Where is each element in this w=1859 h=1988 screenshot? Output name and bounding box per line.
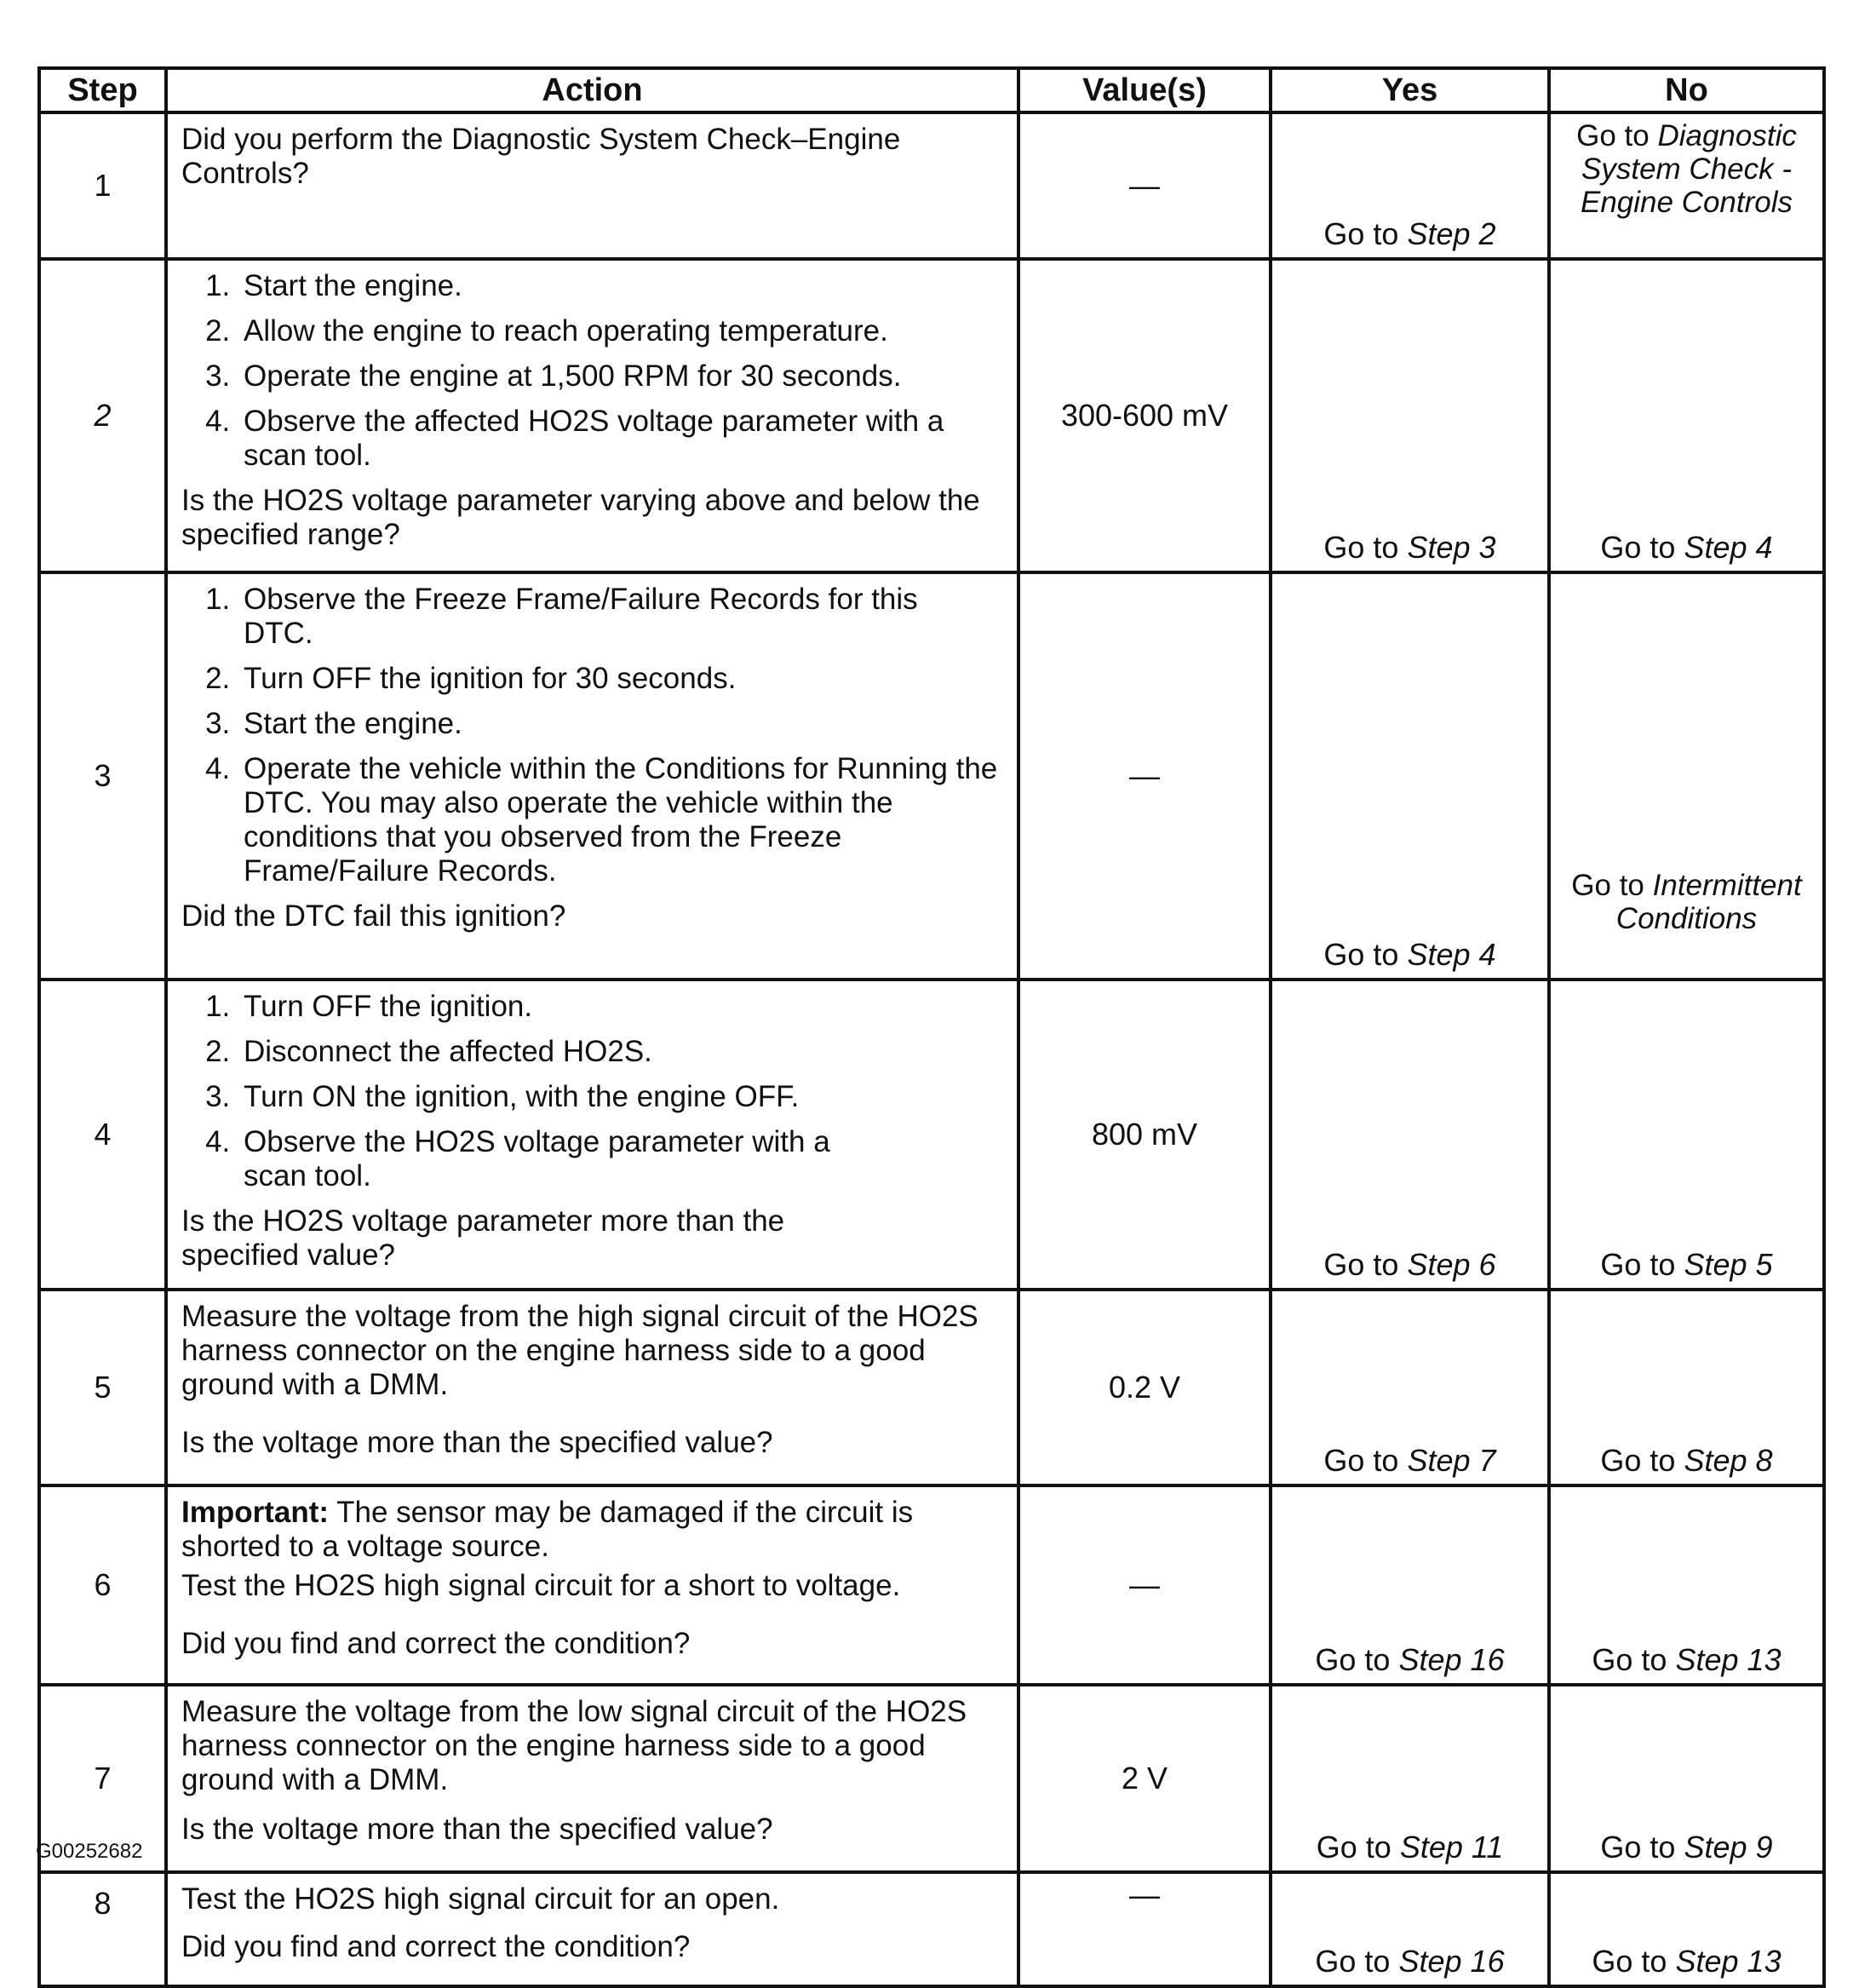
go-to-prefix: Go to xyxy=(1592,1642,1667,1677)
go-to-prefix: Go to xyxy=(1600,1247,1676,1282)
action-question: Is the voltage more than the specified value? xyxy=(181,1813,773,1846)
action-cell xyxy=(166,572,1018,980)
header-values: Value(s) xyxy=(1018,68,1271,112)
go-to-prefix: Go to xyxy=(1323,1247,1399,1282)
action-step: 3. Start the engine. xyxy=(238,707,1005,741)
yes-target-link[interactable]: Step 16 xyxy=(1398,1642,1505,1677)
step-number: 3 xyxy=(39,572,166,980)
action-step: 4. Observe the affected HO2S voltage parameter with a scan tool. xyxy=(238,405,1005,473)
value-cell: — xyxy=(1018,572,1271,980)
figure-id: G00252682 xyxy=(36,1840,143,1863)
action-question: Did the DTC fail this ignition? xyxy=(181,899,566,933)
yes-target-link[interactable]: Step 16 xyxy=(1398,1944,1505,1979)
value-cell: 800 mV xyxy=(1018,980,1271,1290)
step-row-1 xyxy=(39,112,1824,259)
step-number: 8 xyxy=(39,1872,166,1986)
yes-target-link[interactable]: Step 11 xyxy=(1399,1830,1504,1864)
action-steps-list xyxy=(181,990,1005,1193)
action-question: Is the voltage more than the specified value? xyxy=(181,1426,773,1459)
step-row-6 xyxy=(39,1485,1824,1685)
action-step: 2. Disconnect the affected HO2S. xyxy=(238,1035,1005,1069)
step-row-2 xyxy=(39,259,1824,572)
value-cell: — xyxy=(1018,112,1271,259)
no-target-link[interactable]: Step 13 xyxy=(1675,1944,1782,1979)
go-to-prefix: Go to xyxy=(1315,1944,1391,1979)
important-label: Important: xyxy=(181,1496,330,1529)
action-step: 4. Observe the HO2S voltage parameter with a scan tool. xyxy=(238,1125,1005,1193)
no-cell xyxy=(1549,980,1824,1290)
value-cell: — xyxy=(1018,1872,1271,1986)
action-step: 3. Turn ON the ignition, with the engine OFF. xyxy=(238,1080,1005,1114)
no-cell xyxy=(1549,1485,1824,1685)
action-text: Test the HO2S high signal circuit for a short to voltage. xyxy=(181,1569,901,1602)
header-step: Step xyxy=(39,68,166,112)
step-row-3 xyxy=(39,572,1824,980)
value-cell: — xyxy=(1018,1485,1271,1685)
action-question: Is the HO2S voltage parameter varying above and below the specified range? xyxy=(181,484,980,551)
go-to-prefix: Go to xyxy=(1316,1830,1391,1864)
go-to-prefix: Go to xyxy=(1323,1443,1399,1478)
action-step: 2. Allow the engine to reach operating temperature. xyxy=(238,314,1005,348)
no-target-link[interactable]: Diagnostic System Check - Engine Controls xyxy=(1580,119,1797,219)
action-question: Did you find and correct the condition? xyxy=(181,1930,691,1963)
go-to-prefix: Go to xyxy=(1600,1830,1676,1864)
action-text: Measure the voltage from the high signal circuit of the HO2S harness connector on the engine harness side to a good ground with a DMM. xyxy=(181,1300,978,1401)
value-cell: 0.2 V xyxy=(1018,1290,1271,1485)
yes-target-link[interactable]: Step 4 xyxy=(1407,937,1496,972)
yes-cell xyxy=(1271,259,1549,572)
important-text: The sensor may be damaged if the circuit is shorted to a voltage source. xyxy=(181,1496,914,1563)
yes-cell xyxy=(1271,1290,1549,1485)
value-cell: 2 V xyxy=(1018,1685,1271,1872)
yes-cell xyxy=(1271,1485,1549,1685)
step-number: 7 xyxy=(39,1685,166,1872)
yes-cell xyxy=(1271,112,1549,259)
no-cell xyxy=(1549,1290,1824,1485)
action-text: Measure the voltage from the low signal circuit of the HO2S harness connector on the engine harness side to a good ground with a DMM. xyxy=(181,1695,967,1796)
no-target-link[interactable]: Step 5 xyxy=(1684,1247,1773,1282)
go-to-prefix: Go to xyxy=(1592,1944,1667,1979)
no-target-link[interactable]: Step 9 xyxy=(1684,1830,1773,1864)
go-to-prefix: Go to xyxy=(1323,937,1399,972)
action-cell xyxy=(166,980,1018,1290)
header-yes: Yes xyxy=(1271,68,1549,112)
action-step: 1. Observe the Freeze Frame/Failure Records for this DTC. xyxy=(238,583,1005,651)
step-row-7 xyxy=(39,1685,1824,1872)
yes-target-link[interactable]: Step 6 xyxy=(1407,1247,1496,1282)
yes-cell xyxy=(1271,1872,1549,1986)
go-to-prefix: Go to xyxy=(1323,530,1399,565)
action-question: Did you perform the Diagnostic System Check–Engine Controls? xyxy=(181,123,901,190)
header-row xyxy=(39,68,1824,112)
action-step: 3. Operate the engine at 1,500 RPM for 30 seconds. xyxy=(238,359,1005,394)
action-cell xyxy=(166,112,1018,259)
no-cell xyxy=(1549,259,1824,572)
no-cell xyxy=(1549,112,1824,259)
action-question: Did you find and correct the condition? xyxy=(181,1627,691,1660)
yes-cell xyxy=(1271,1685,1549,1872)
yes-target-link[interactable]: Step 2 xyxy=(1407,216,1496,251)
action-question: Is the HO2S voltage parameter more than the specified value? xyxy=(181,1204,785,1272)
no-target-link[interactable]: Intermittent Conditions xyxy=(1615,869,1802,935)
step-row-8 xyxy=(39,1872,1824,1986)
step-number: 6 xyxy=(39,1485,166,1685)
no-cell xyxy=(1549,572,1824,980)
important-note xyxy=(181,1496,1005,1564)
go-to-prefix: Go to xyxy=(1315,1642,1391,1677)
step-row-5 xyxy=(39,1290,1824,1485)
step-number: 4 xyxy=(39,980,166,1290)
action-cell xyxy=(166,1685,1018,1872)
go-to-prefix: Go to xyxy=(1600,530,1676,565)
step-row-4 xyxy=(39,980,1824,1290)
step-number: 5 xyxy=(39,1290,166,1485)
action-cell xyxy=(166,1872,1018,1986)
action-text: Test the HO2S high signal circuit for an open. xyxy=(181,1882,780,1916)
no-target-link[interactable]: Step 13 xyxy=(1675,1642,1782,1677)
action-steps-list xyxy=(181,583,1005,888)
action-cell xyxy=(166,1290,1018,1485)
step-number: 2 xyxy=(39,259,166,572)
step-number: 1 xyxy=(39,112,166,259)
go-to-prefix: Go to xyxy=(1323,216,1399,251)
go-to-prefix: Go to xyxy=(1600,1443,1676,1478)
no-target-link[interactable]: Step 8 xyxy=(1684,1443,1773,1478)
action-step: 2. Turn OFF the ignition for 30 seconds. xyxy=(238,662,1005,696)
yes-cell xyxy=(1271,572,1549,980)
value-cell: 300-600 mV xyxy=(1018,259,1271,572)
no-cell xyxy=(1549,1872,1824,1986)
action-step: 4. Operate the vehicle within the Conditions for Running the DTC. You may also operate the vehicle within the conditions that you observed from the Freeze Frame/Failure Records. xyxy=(238,752,1005,888)
header-action: Action xyxy=(166,68,1018,112)
diagnostic-table xyxy=(37,66,1826,1988)
action-cell xyxy=(166,259,1018,572)
header-no: No xyxy=(1549,68,1824,112)
go-to-prefix: Go to xyxy=(1571,869,1644,902)
action-cell xyxy=(166,1485,1018,1685)
go-to-prefix: Go to xyxy=(1576,119,1650,152)
action-step: 1. Start the engine. xyxy=(238,269,1005,303)
action-step: 1. Turn OFF the ignition. xyxy=(238,990,1005,1024)
yes-target-link[interactable]: Step 3 xyxy=(1407,530,1496,565)
yes-cell xyxy=(1271,980,1549,1290)
no-cell xyxy=(1549,1685,1824,1872)
yes-target-link[interactable]: Step 7 xyxy=(1407,1443,1496,1478)
action-steps-list xyxy=(181,269,1005,473)
no-target-link[interactable]: Step 4 xyxy=(1684,530,1773,565)
